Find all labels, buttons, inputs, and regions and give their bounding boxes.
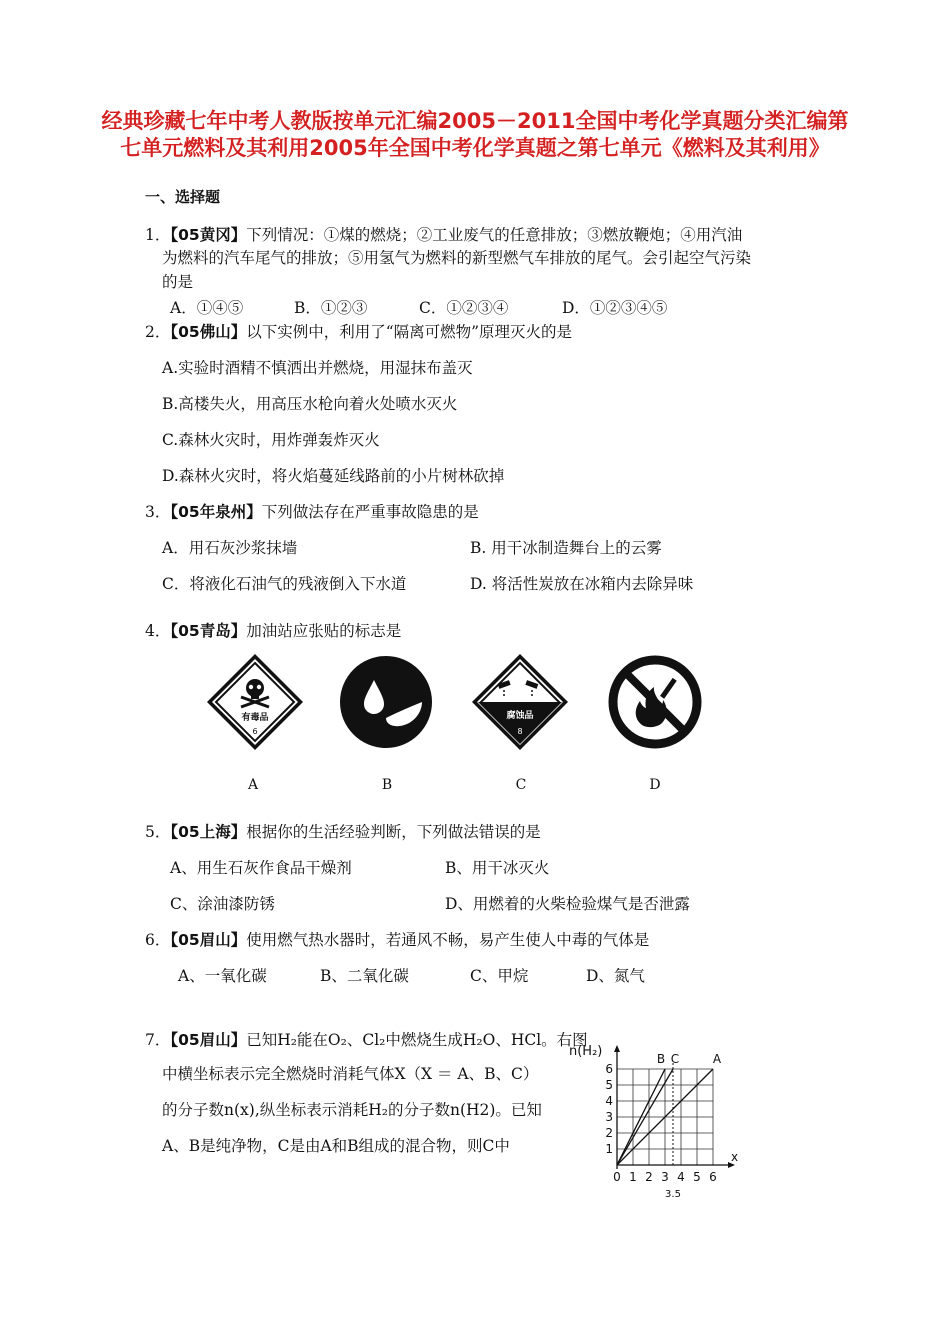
question-7-line-4: A、B是纯净物，C是由A和B组成的混合物，则C中 — [162, 1137, 510, 1155]
toxic-sign-icon — [205, 652, 305, 752]
y-tick-label: 2 — [605, 1126, 613, 1140]
question-number: 4． — [145, 622, 171, 640]
q3-option-b: B. 用干冰制造舞台上的云雾 — [470, 539, 662, 557]
question-5-stem — [145, 822, 541, 842]
question-number: 1． — [145, 226, 171, 244]
water-drop-sign-icon — [338, 654, 434, 750]
q5-option-d: D、用燃着的火柴检验煤气是否泄露 — [445, 895, 690, 913]
question-source-tag: 【05黄冈】 — [170, 226, 247, 244]
question-number: 3． — [145, 503, 171, 521]
question-text: 使用燃气热水器时，若通风不畅，易产生使人中毒的气体是 — [246, 931, 650, 949]
sign-label-a: A — [247, 777, 259, 793]
q3-option-a: A．用石灰沙浆抹墙 — [162, 539, 298, 557]
q6-option-d: D、氮气 — [586, 967, 645, 985]
y-axis-label: n(H₂) — [569, 1044, 603, 1059]
x-tick-label: 2 — [645, 1170, 653, 1184]
q1-option-a: A．①④⑤ — [170, 299, 244, 317]
series-label-b: B — [656, 1052, 666, 1066]
question-7-line-2: 中横坐标表示完全燃烧时消耗气体X（X ＝ A、B、C） — [162, 1065, 539, 1083]
question-text: 下列情况：①煤的燃烧；②工业废气的任意排放；③燃放鞭炮；④用汽油 — [246, 226, 743, 244]
question-number: 2． — [145, 323, 171, 341]
q6-option-c: C、甲烷 — [470, 967, 529, 985]
question-7-line-1 — [145, 1030, 588, 1050]
question-1-line-1 — [145, 225, 742, 245]
question-3-stem — [145, 502, 479, 522]
x-axis-label: x — [731, 1150, 739, 1164]
question-7-line-3: 的分子数n(x),纵坐标表示消耗H₂的分子数n(H2)。已知 — [162, 1101, 542, 1119]
question-text: 以下实例中，利用了“隔离可燃物”原理灭火的是 — [246, 323, 573, 341]
toxic-sign-text: 有毒品 — [241, 713, 269, 723]
page-title: 经典珍藏七年中考人教版按单元汇编2005－2011全国中考化学真题分类汇编第七单元燃料及其利用2005年全国中考化学真题之第七单元《燃料及其利用》 — [101, 109, 849, 160]
q5-option-b: B、用干冰灭火 — [445, 859, 550, 877]
question-6-stem — [145, 930, 649, 950]
q1-option-d: D．①②③④⑤ — [562, 299, 668, 317]
question-number: 5． — [145, 823, 171, 841]
question-source-tag: 【05上海】 — [170, 823, 247, 841]
q2-option-d: D.森林火灾时，将火焰蔓延线路前的小片树林砍掉 — [162, 467, 505, 485]
question-source-tag: 【05青岛】 — [170, 622, 247, 640]
question-source-tag: 【05眉山】 — [170, 931, 247, 949]
corrosive-sign-icon — [470, 652, 570, 752]
question-number: 6． — [145, 931, 171, 949]
question-2-stem — [145, 322, 572, 342]
x-tick-label: 1 — [629, 1170, 637, 1184]
section-heading: 一、选择题 — [145, 188, 221, 206]
toxic-sign-number: 6 — [252, 727, 258, 736]
series-label-c: C — [670, 1052, 680, 1066]
q6-option-b: B、二氧化碳 — [320, 967, 409, 985]
question-source-tag: 【05眉山】 — [170, 1031, 247, 1049]
question-source-tag: 【05佛山】 — [170, 323, 247, 341]
question-text: 下列做法存在严重事故隐患的是 — [261, 503, 479, 521]
q6-option-a: A、一氧化碳 — [178, 967, 267, 985]
question-text: 已知H₂能在O₂、Cl₂中燃烧生成H₂O、HCl。右图 — [246, 1031, 588, 1049]
y-tick-label: 1 — [605, 1142, 613, 1156]
x-extra-tick-label: 3.5 — [665, 1189, 681, 1200]
question-number: 7． — [145, 1031, 171, 1049]
corrosive-sign-number: 8 — [517, 727, 523, 736]
corrosive-sign-text: 腐蚀品 — [506, 711, 534, 721]
x-tick-label: 0 — [613, 1170, 621, 1184]
question-1-line-2: 为燃料的汽车尾气的排放；⑤用氢气为燃料的新型燃气车排放的尾气。会引起空气污染 — [162, 249, 752, 267]
sign-label-c: C — [515, 777, 527, 793]
sign-label-b: B — [381, 777, 393, 793]
question-1-line-3: 的是 — [162, 273, 194, 291]
q2-option-c: C.森林火灾时，用炸弹轰炸灭火 — [162, 431, 380, 449]
q2-option-b: B.高楼失火，用高压水枪向着火处喷水灭火 — [162, 395, 458, 413]
q3-option-c: C．将液化石油气的残液倒入下水道 — [162, 575, 407, 593]
x-tick-label: 6 — [709, 1170, 717, 1184]
question-text: 根据你的生活经验判断，下列做法错误的是 — [246, 823, 541, 841]
y-tick-label: 6 — [605, 1062, 613, 1076]
question-source-tag: 【05年泉州】 — [170, 503, 262, 521]
series-label-a: A — [712, 1052, 722, 1066]
y-axis-arrow — [614, 1045, 620, 1052]
q1-option-b: B．①②③ — [294, 299, 368, 317]
y-tick-label: 5 — [605, 1078, 613, 1092]
y-tick-label: 4 — [605, 1094, 613, 1108]
question-4-stem — [145, 621, 401, 641]
x-tick-label: 5 — [693, 1170, 701, 1184]
x-tick-label: 4 — [677, 1170, 685, 1184]
y-tick-label: 3 — [605, 1110, 613, 1124]
q7-chart — [560, 1030, 750, 1210]
q3-option-d: D. 将活性炭放在冰箱内去除异味 — [470, 575, 694, 593]
q5-option-a: A、用生石灰作食品干燥剂 — [170, 859, 352, 877]
no-fire-sign-icon — [606, 653, 704, 751]
sign-label-d: D — [649, 777, 661, 793]
question-text: 加油站应张贴的标志是 — [246, 622, 402, 640]
q1-option-c: C．①②③④ — [419, 299, 509, 317]
x-tick-label: 3 — [661, 1170, 669, 1184]
q2-option-a: A.实验时酒精不慎洒出并燃烧，用湿抹布盖灭 — [162, 359, 473, 377]
q5-option-c: C、涂油漆防锈 — [170, 895, 275, 913]
